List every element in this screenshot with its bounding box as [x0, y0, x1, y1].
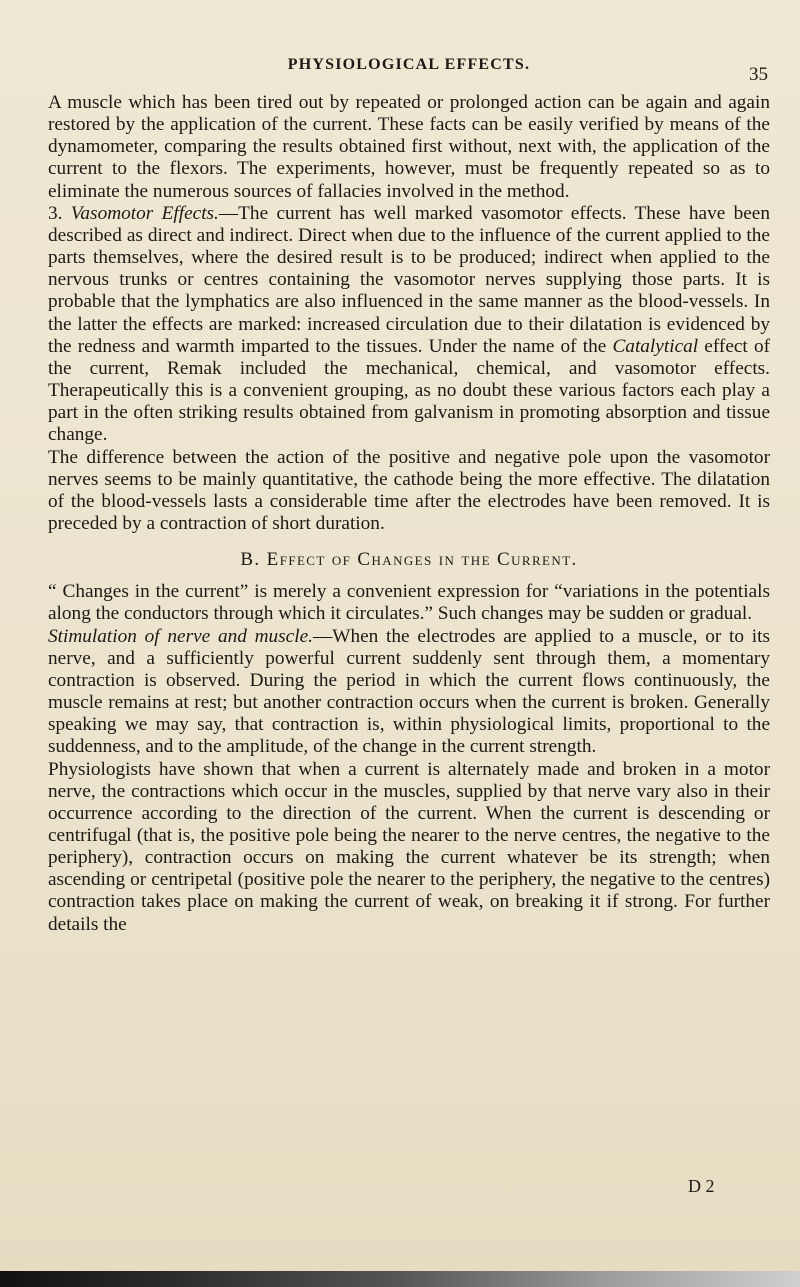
paragraph-changes-in-current: “ Changes in the current” is merely a convenient expression for “variations in the potentials along the conductors through which it circulates.” Such changes may be sudden or gradual.: [48, 581, 770, 625]
stimulation-title: Stimulation of nerve and muscle.: [48, 625, 313, 647]
signature-mark: D 2: [688, 1176, 715, 1196]
section-heading: B. Effect of Changes in the Current.: [240, 549, 578, 571]
paragraph-pole-difference: The difference between the action of the positive and negative pole upon the vasomotor nerves seems to be mainly quantitative, the cathode being the more effective. The dilatation of the blood-vessels lasts a considerable time after the electrodes have been removed. It is preceded by a contraction of short duration.: [48, 446, 770, 534]
vasomotor-effects-text: —The current has well marked vasomotor effects. These have been described as direct and indirect. Direct when due to the influence of the current applied to the parts themselves, where the desired result is to be produced; indirect when applied to the nervous trunks or centres containing the vasomotor nerves supplying those parts. It is probable that the lymphatics are also influenced in the same manner as the blood-vessels. In the latter the effects are marked: increased circulation due to their dilatation is evidenced by the redness and warmth imparted to the tissues. Under the name of the: [48, 202, 770, 357]
scan-edge-bar: [0, 1271, 800, 1287]
page-header: [48, 56, 770, 85]
stimulation-text: —When the electrodes are applied to a muscle, or to its nerve, and a sufficiently powerful current suddenly sent through them, a momentary contraction is observed. During the period in which the current flows continuously, the muscle remains at rest; but another contraction occurs when the current is broken. Generally speaking we may say, that contraction is, within physiological limits, proportional to the suddenness, and to the amplitude, of the change in the current strength.: [48, 625, 770, 758]
catalytical-term: Catalytical: [612, 335, 699, 357]
list-number: 3.: [48, 202, 71, 224]
vasomotor-effects-tail: effect of the current, Remak included the mechanical, chemical, and vasomotor effects. Therapeutically this is a convenient grouping, as no doubt these various factors each play a part in the often striking results obtained from galvanism in promoting absorption and tissue change.: [48, 335, 770, 446]
paragraph-muscle-fatigue: A muscle which has been tired out by repeated or prolonged action can be again and again restored by the application of the current. These facts can be easily verified by means of the dynamometer, comparing the results obtained first without, next with, the application of the current to the flexors. The experiments, however, must be frequently repeated so as to eliminate the numerous sources of fallacies involved in the method.: [48, 92, 770, 202]
paragraph-stimulation: [48, 626, 770, 759]
page-number: 35: [749, 64, 768, 85]
vasomotor-effects-title: Vasomotor Effects.: [70, 202, 219, 224]
running-title: PHYSIOLOGICAL EFFECTS.: [287, 56, 531, 73]
paragraph-physiologists: Physiologists have shown that when a current is alternately made and broken in a motor nerve, the contractions which occur in the muscles, supplied by that nerve vary also in their occurrence according to the direction of the current. When the current is descending or centrifugal (that is, the positive pole being the nearer to the nerve centres, the negative to the periphery), contraction occurs on making the current whatever be its strength; when ascending or centripetal (positive pole the nearer to the periphery, the negative to the centres) contraction takes place on making the current of weak, on breaking it if strong. For further details the: [48, 758, 770, 935]
paragraph-vasomotor-effects: [48, 203, 770, 447]
body-text: [48, 92, 770, 936]
